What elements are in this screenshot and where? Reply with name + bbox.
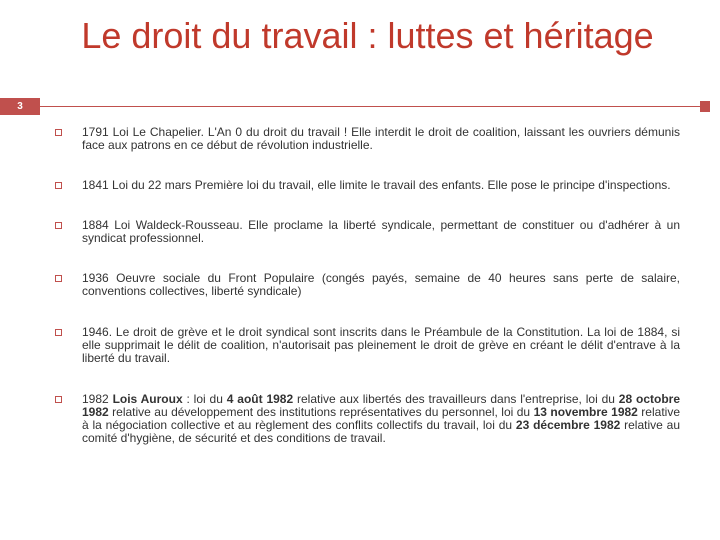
bullet-text: 1841 Loi du 22 mars Première loi du travail, elle limite le travail des enfants. Elle pose le principe d'inspections. — [82, 178, 671, 192]
title-divider — [0, 98, 712, 115]
bold-date: 28 octobre 1982 — [82, 392, 681, 419]
square-bullet-icon — [55, 222, 62, 229]
bullet-item-1841 — [55, 179, 680, 192]
divider-line — [40, 106, 700, 107]
text-part: relative au développement des institutions représentatives du personnel, loi du — [108, 405, 534, 419]
square-bullet-icon — [55, 329, 62, 336]
bullet-text: 1936 Oeuvre sociale du Front Populaire (congés payés, semaine de 40 heures sans perte de salaire, conventions collectives, liberté syndicale) — [82, 271, 680, 298]
bullet-text: 1946. Le droit de grève et le droit syndical sont inscrits dans le Préambule de la Constitution. La loi de 1884, si elle supprimait le délit de coalition, n'autorisait pas pleinement le droit de grève en créant le délit d'entrave à la liberté du travail. — [82, 325, 680, 365]
bold-date: 4 août 1982 — [226, 392, 294, 406]
square-bullet-icon — [55, 129, 62, 136]
divider-end-block — [700, 101, 710, 112]
bullet-text: 1884 Loi Waldeck-Rousseau. Elle proclame la liberté syndicale, permettant de constituer ou d'adhérer à un syndicat professionnel. — [82, 218, 680, 245]
bullet-text — [82, 392, 680, 445]
bold-date: 13 novembre 1982 — [533, 405, 638, 419]
bullet-item-1946 — [55, 326, 680, 365]
slide-number: 3 — [0, 98, 40, 115]
text-part: relative au comité d'hygiène, de sécurité et des conditions de travail. — [82, 418, 680, 445]
bullet-item-1936 — [55, 272, 680, 298]
bullet-item-1791 — [55, 126, 680, 152]
square-bullet-icon — [55, 275, 62, 282]
bold-date: 23 décembre 1982 — [515, 418, 621, 432]
bullet-list — [55, 126, 680, 445]
square-bullet-icon — [55, 396, 62, 403]
text-part: : loi du — [182, 392, 227, 406]
bullet-text: 1791 Loi Le Chapelier. L'An 0 du droit du travail ! Elle interdit le droit de coalition, laissant les ouvriers démunis face aux patrons en ce début de révolution industrielle. — [82, 125, 680, 152]
bold-law-name: Lois Auroux — [112, 392, 183, 406]
bullet-item-1884 — [55, 219, 680, 245]
bullet-item-1982 — [55, 393, 680, 445]
text-part: relative à la négociation collective et au règlement des conflits collectifs du travail, loi du — [82, 405, 680, 432]
square-bullet-icon — [55, 182, 62, 189]
text-part: 1982 — [82, 392, 113, 406]
text-part: relative aux libertés des travailleurs dans l'entreprise, loi du — [293, 392, 619, 406]
slide-title: Le droit du travail : luttes et héritage — [81, 15, 654, 56]
